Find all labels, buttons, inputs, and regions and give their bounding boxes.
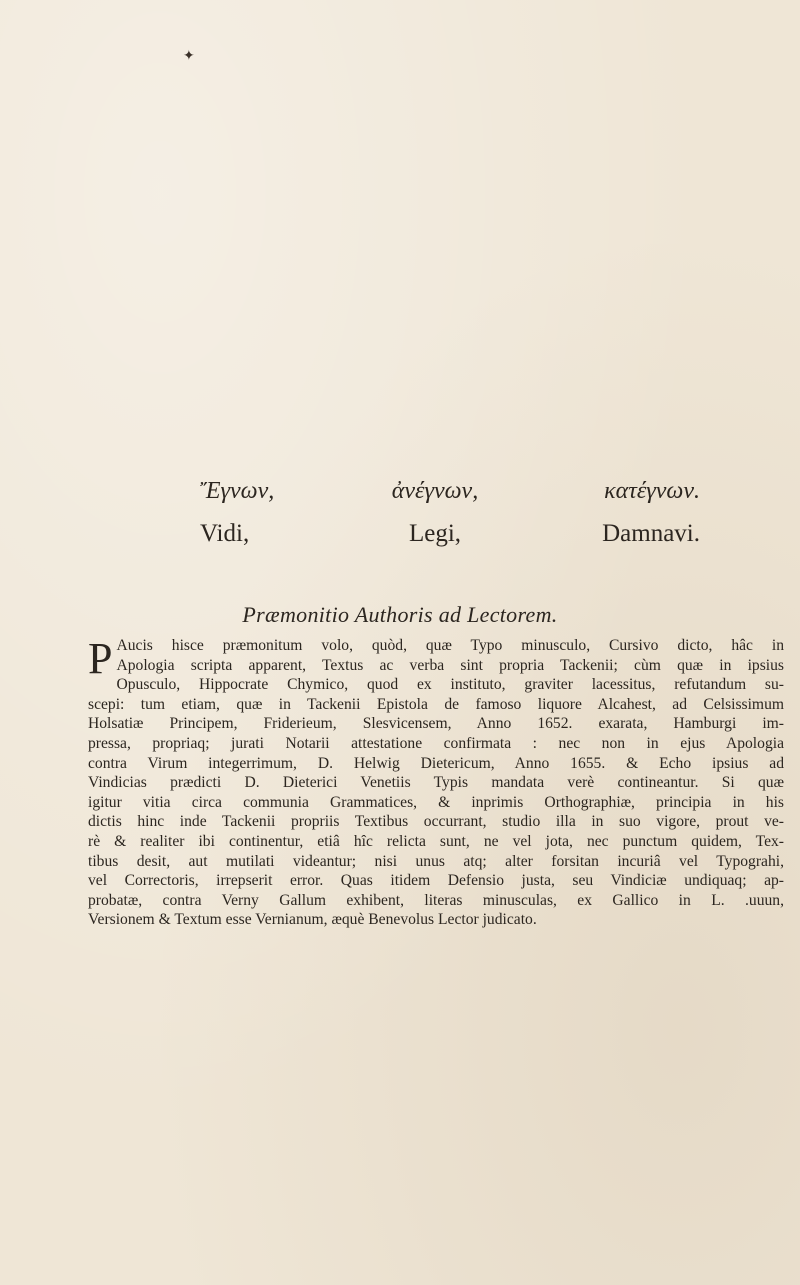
text-line: Aucis hisce præmonitum volo, quòd, quæ Typo minusculo, Cursivo dicto, hâc in bbox=[116, 637, 784, 654]
text-line: tibus desit, aut mutilati videantur; nisi unus atq; alter forsitan incuriâ vel Typograhi, bbox=[88, 852, 784, 870]
text-line: contra Virum integerrimum, D. Helwig Dietericum, Anno 1655. & Echo ipsius ad bbox=[88, 754, 784, 772]
latin-word-2: Legi, bbox=[408, 520, 462, 547]
latin-word-1: Vidi, bbox=[200, 520, 250, 547]
text-line: Vindicias prædicti D. Dieterici Venetiis Typis mandata verè contineantur. Si quæ bbox=[88, 774, 784, 792]
latin-word-3: Damnavi. bbox=[602, 520, 700, 547]
text-line: rè & realiter ibi continentur, etiâ hîc relicta sunt, ne vel jota, nec punctum quidem, Tex- bbox=[88, 832, 784, 850]
greek-word-2: ἀνέγνων, bbox=[391, 478, 479, 504]
text-line: dictis hinc inde Tackenii propriis Textibus occurrant, studio illa in suo vigore, prout ve- bbox=[88, 813, 784, 831]
text-line: vel Correctoris, irrepserit error. Quas itidem Defensio justa, seu Vindiciæ undiquaq; ap- bbox=[88, 872, 784, 890]
text-line: Apologia scripta apparent, Textus ac verba sint propria Tackenii; cùm quæ in ipsius bbox=[116, 656, 784, 674]
section-heading: Præmonitio Authoris ad Lectorem. bbox=[242, 602, 558, 627]
text-line: scepi: tum etiam, quæ in Tackenii Epistola de famoso liquore Alcahest, ad Celsissimum bbox=[88, 695, 784, 713]
greek-word-3: κατέγνων. bbox=[604, 478, 700, 504]
ink-speck: ✦ bbox=[183, 49, 195, 64]
text-line: pressa, propriaq; jurati Notarii attestatione confirmata : nec non in ejus Apologia bbox=[88, 734, 784, 752]
text-line: igitur vitia circa communia Grammatices, & inprimis Orthographiæ, principia in his bbox=[88, 793, 784, 811]
text-line: probatæ, contra Verny Gallum exhibent, literas minusculas, ex Gallico in L. .uuun, bbox=[88, 891, 784, 909]
drop-capital: P bbox=[88, 634, 113, 683]
text-line: Opusculo, Hippocrate Chymico, quod ex instituto, graviter lacessitus, refutandum su- bbox=[116, 676, 784, 694]
body-paragraph bbox=[88, 636, 784, 930]
greek-word-1: Ἔγνων, bbox=[200, 478, 275, 504]
text-line: Versionem & Textum esse Vernianum, æquè Benevolus Lector judicato. bbox=[88, 911, 537, 929]
latin-motto-row bbox=[200, 520, 700, 548]
greek-motto-row bbox=[200, 478, 700, 505]
text-line: Holsatiæ Principem, Friderieum, Slesvicensem, Anno 1652. exarata, Hamburgi im- bbox=[88, 715, 784, 733]
